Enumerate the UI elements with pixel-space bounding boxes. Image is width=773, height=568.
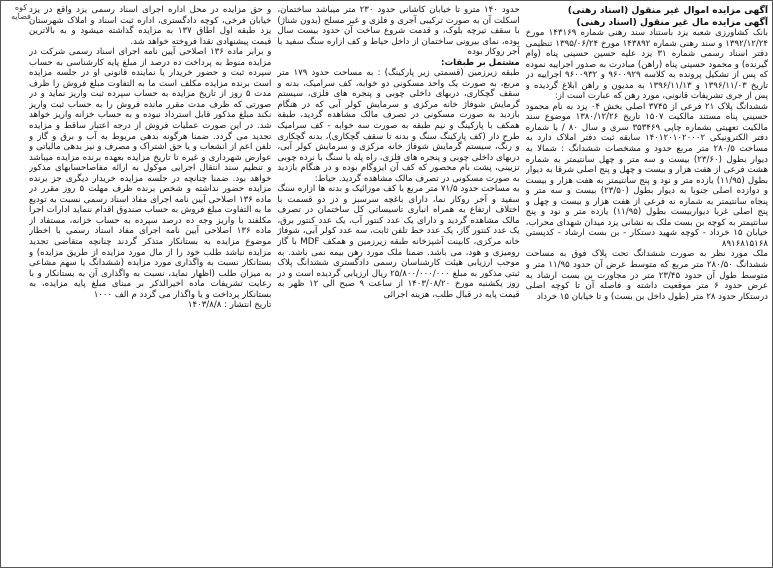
publish-date-label: تاریخ انتشار : [224,300,272,311]
property-description-paragraph: ششدانگ پلاک ۲۱ فرعی از ۳۷۴۵ اصلی بخش ۰۴ یزد به نام محمود حسینی پناه مستند مالکیت ۱۵۰۷ تاریخ ۱۳۸۰/۱۲/۲۶ موضوع سند مالکیت تعهیتی بشماره چاپی ۳۵۳۴۶۹ سری و سال ۸۰ / با شماره دفتر الکترونیکی ۱۴۰۱۲۰۱۰۲۰۰۰۲ سابقه ثبت دفتر املاک دارد به مساحت ۲۸۰/۵ متر مربع حدود و مشخصات ششدانگ : شمالا به دیوار بطول (۲۳/۶۰) بیست و سه متر و چهل سانتیمتر به شماره هشت فرعی از هفت هزار و بیست و چهل و پنج اصلی شرقا به دیوار بطول (۱۱/۹۵) یازده متر و نود و پنج سانتیمتر به هفت هزار و بیست و دوازده اصلی جنوبا به دیوار بطول (۲۳/۵۰) بیست و سه متر و پنجاه سانتیمتر به شماره نه فرعی از هفت هزار و بیست و چهل و پنج اصلی غربا دیواربیست بطول (۱۱/۹۵) یازده متر و نود و پنج سانتیمتر به کوچه بن بست ملک به نشانی یزد میدان شهدای محراب، خیابان ۱۵ خرداد - کوچه شهید دستکار - بن بست ارشاد - کدپستی ۸۹۱۶۸۱۵۱۶۸ [525,101,768,249]
publish-date-line [29,300,271,311]
column-right [526,5,768,563]
brand-logo: کوه فضایه [11,3,31,21]
auction-location-paragraph: و حق مزایده در محل اداره اجرای اسناد رسمی یزد واقع در یزد خیابان فرخی، کوچه دادگستری، اداره ثبت اسناد و املاک شهرستان یزد طبقه اول اطاق ۱۳۷ به مزایده گذاشته میشود و به بالاترین قیمت پیشنهادی نقدا فروخته خواهد شد. [29,5,272,47]
auction-terms-paragraph: و برابر ماده ۱۳۶ اصلاحی آیین نامه اجرای اسناد رسمی شرکت در مزایده منوط به پرداخت ده درصد از مبلغ پایه کارشناسی به حساب سپرده ثبت و حضور خریدار یا نماینده قانونی او در جلسه مزایده است برنده مزایده مکلف است ما به التفاوت مبلغ فروش را ظرف مدت ۵ روز از تاریخ مزایده به حساب سپرده ثبت واریز نماید و در صورتی که ظرف مدت مقرر مانده فروش را به حساب ثبت واریز نکند مبلغ مذکور قابل استرداد نبوده و به حساب خزانه واریز خواهد شد. در این صورت عملیات فروش از درجه اعتبار ساقط و مزایده تجدید می گردد. ضمنا هرگونه بدهی مربوط به آب و برق و گاز و تلفن اعم از انشعاب و یا حق اشتراک و مصرف و نیز بدهی مالیاتی و عوارض شهرداری و غیره تا تاریخ مزایده بعهده برنده مزایده میباشد و تنظیم سند انتقال اجرایی موکول به ارائه مفاصاحسابهای مذکور خواهد بود. ضمنا چنانچه در جلسه مزایده خریدار دیگری جز برنده مزایده حضور نداشته و شخص برنده ظرف مهلت ۵ روز مقرر در ماده ۱۳۶ اصلاحی آیین نامه اجرای مفاد اسناد رسمی نسبت به تودیع ما به التفاوت مبلغ فروش به حساب صندوق اقدام ننماید ادارات اجرا مکلفند با واریز وجه ده درصد سپرده به حساب خزانه، مستفاد از ماده ۱۳۶ اصلاحی آیین نامه اجرای مفاد اسناد رسمی با اخطار موضوع مزایده به بستانکار متذکر گردند چنانچه متقاضی تجدید مزایده نباشد طلب خود را از مال مورد مزایده از طریق مزایده) و بستانکار نسبت به واگذاری مورد مزایده (ششدانگ یا سهم مشاعی به میزان طلب (اظهار نماید، نسبت به واگذاری آن به بستانکار و با رعایت تشریفات ماده اخیرالذکر بر مبنای مبلغ پایه مزایده، به بستانکار پرداخت و یا واگذار می گردد م الف ۱۰۰۰ [29,47,272,300]
floors-paragraph: طبقه زیرزمین (قسمتی زیر پارکینگ) : به مساحت حدود ۱۷۹ متر مربع، به صورت یک واحد مسکونی دو خوابه، کف سرامیک، بدنه و سقف گچکاری، دربهای داخلی چوبی و پنجره های فلزی، سیستم گرمایش شوفاژ خانه مرکزی و سرمایش کولر آبی که در هنگام بازدید به صورت مسکونی در تصرف مالک مشاهده گردید، طبقه همکف با پارکینگ و نیم طبقه به صورت سه خوابه - کف سرامیک طرح دار (کف پارکینگ سنگ و بدنه تا سقف گچکاری)، بدنه گچکاری و رنگ، سیستم گرمایش شوفاژ خانه مرکزی و سرمایش کولر آبی، دربهای داخلی چوبی و پنجره های فلزی، راه پله با سنگ با نرده چوبی تزیینی، پشت بام محصور که کف آن ایزوگام بوده و در هنگام بازدید به صورت مسکونی در تصرف مالک مشاهده گردید. حیاط: [277,68,520,184]
yard-appraisal-paragraph: به مساحت حدود ۷۱/۵ متر مربع با کف موزائیک و بدنه ها ازاره سنگ سفید و آجر روکار نما، دارای باغچه سرسبز و در دو قسمت با اختلاف ارتفاع به همراه انباری تاسیساتی کل ساختمان در تصرف مالک مشاهده گردید و دارای یک عدد کنتور آب، یک عدد کنتور برق، یک عدد کنتور گاز، یک عدد خط تلفن ثابت، سه عدد کولر آبی، شوفاژ خانه مرکزی، کابینت آشپزخانه طبقه زیرزمین و همکف MDF با گاز رومیزی و هود، می باشد. ضمنا ملک مورد رهن بیمه نمی باشد. به موجب ارزیابی هیئت کارشناسان رسمی دادگستری ششدانگ پلاک ثبتی مذکور به مبلغ ۲۵/۸۰۰/۰۰۰/۰۰۰ ریال ارزیابی گردیده است و در روز یکشنبه مورخ ۱۴۰۳/۰۸/۲۰ از ساعت ۹ صبح الی ۱۲ ظهر به قیمت پایه در قبال طلب، هزینه اجرائی [277,184,520,300]
ad-title-2: آگهی مزایده مال غیر منقول (اسناد رهنی) [576,16,768,28]
property-location-paragraph: ملک مورد نظر به صورت ششدانگ تحت پلاک فوق به مساحت ششدانگ ۲۸۰/۵۰ متر مربع که متوسط عرض آن حدود ۱۱/۹۵ متر و متوسط طول آن حدود ۲۳/۴۵ متر در مجاورت بن بست ارشاد به عرض حدود ۶ متر موقعیت داشته و فاصله آن تا کوچه اصلی درستکار حدود ۲۸ متر (طول داخل بن بست) و تا خیابان ۱۵ خرداد [525,249,768,302]
intro-paragraph: بانک کشاورزی شعبه یزد باستناد سند رهنی شماره ۱۴۳۱۶۹ مورخ ۱۳۹۲/۱۲/۲۴ و سند رهنی شماره ۱۴۳۸۹۲ مورخ ۱۳۹۵/۰۶/۲۴ تنظیمی دفتر اسناد رسمی شماره ۳۱ یزد علیه حسین حسینی پناه (وام گیرنده) و محمود حسینی پناه (راهن) مبادرت به صدور اجراییه نموده که پس از تشکیل پرونده به کلاسه ۹۶۰۰۹۲۹ و ۹۶۰۰۹۳۲ اجراییه در تاریخ ۱۳۹۶/۱۱/۰۳ و ۱۳۹۶/۱۱/۱۳ به مدیون و راهن ابلاغ گردیده و پس از جری تشریفات قانونی، مورد رهن که عبارت است از: [525,28,768,102]
publish-date-value: ۱۴۰۳/۸/۸ [187,300,222,311]
structure-paragraph: حدود ۱۴۰ مترو تا خیابان کاشانی حدود ۲۳۰ متر میباشد ساختمان، اسکلت آن به صورت ترکیبی آجری و فلزی و غیر مسلح (بدون شناژ) با سقف تیرچه بلوک، و قدمت شروع ساخت آن حدود بیست سال بوده، نمای بیرونی ساختمان از داخل حیاط و کف ازاره سنگ سفید با آجر روکار بوده [277,5,520,58]
ad-title-1: آگهی مزایده اموال غیر منقول (اسناد رهنی) [567,5,768,16]
column-left [29,5,271,563]
floors-heading: مشتمل بر طبقات: [441,57,520,68]
column-middle [277,5,519,563]
ad-columns [29,5,768,563]
